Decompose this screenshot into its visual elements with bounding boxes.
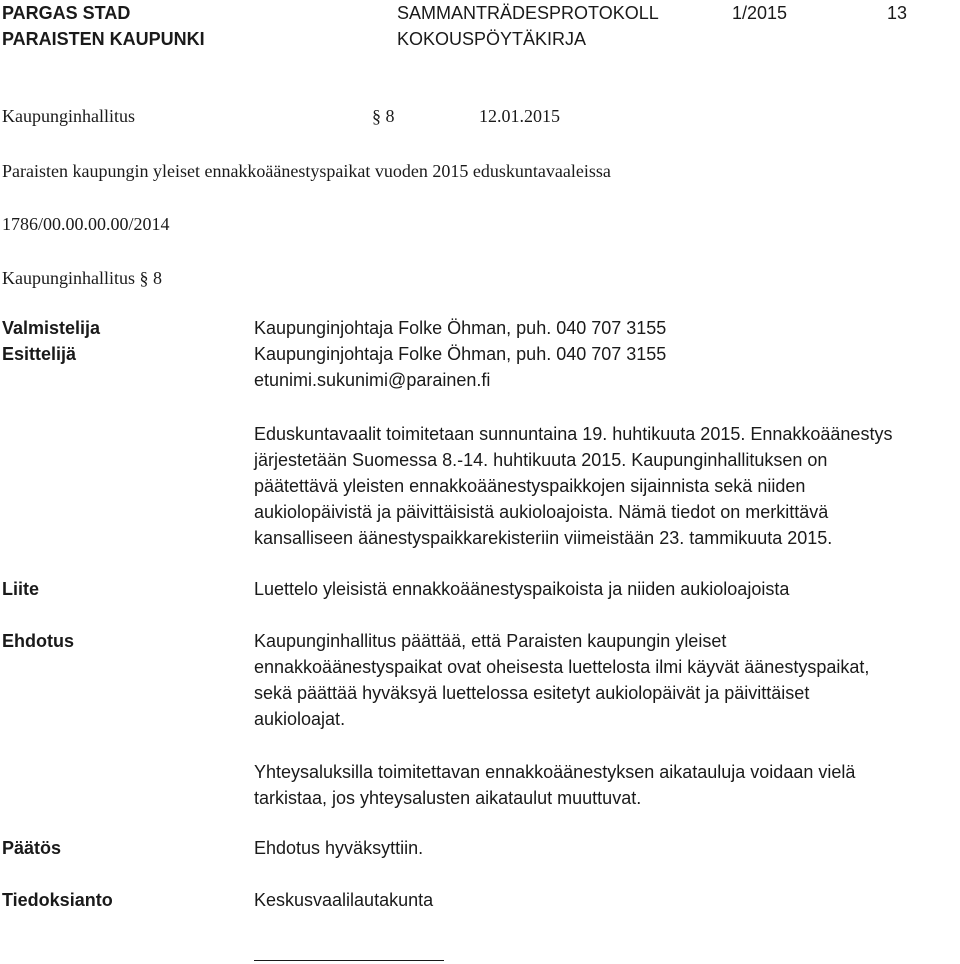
intro-line: järjestetään Suomessa 8.-14. huhtikuuta 2015. Kaupunginhallituksen on: [254, 450, 828, 470]
proposal-line: sekä päättää hyväksyä luettelossa esitetyt aukiolopäivät ja päivittäiset: [254, 683, 810, 703]
intro-line: aukiolopäivistä ja päivittäisistä aukioloajoista. Nämä tiedot on merkittävä: [254, 502, 829, 522]
proposal-line: ennakkoäänestyspaikat ovat oheisesta luettelosta ilmi käyvät äänestyspaikat,: [254, 657, 870, 677]
decision-label: Päätös: [2, 838, 62, 858]
proposal-label: Ehdotus: [2, 631, 74, 651]
attachment-label: Liite: [2, 579, 40, 599]
item-reference: 1786/00.00.00.00/2014: [2, 214, 170, 234]
notify-value: Keskusvaalilautakunta: [254, 890, 434, 910]
intro-line: kansalliseen äänestyspaikkarekisteriin viimeistään 23. tammikuuta 2015.: [254, 528, 833, 548]
item-section-ref: Kaupunginhallitus § 8: [2, 268, 162, 288]
attachment-value: Luettelo yleisistä ennakkoäänestyspaikoista ja niiden aukioloajoista: [254, 579, 790, 599]
presenter-email: etunimi.sukunimi@parainen.fi: [254, 370, 491, 390]
note-paragraph: [254, 759, 954, 811]
org-name-fi: PARAISTEN KAUPUNKI: [2, 29, 205, 49]
meeting-section: § 8: [372, 106, 395, 126]
signature-line: [254, 960, 444, 961]
proposal-paragraph: [254, 628, 954, 732]
issue-number: 1/2015: [732, 3, 788, 23]
item-title: Paraisten kaupungin yleiset ennakkoäänestyspaikat vuoden 2015 eduskuntavaaleissa: [2, 161, 611, 181]
meeting-date: 12.01.2015: [479, 106, 560, 126]
proposal-line: Kaupunginhallitus päättää, että Paraisten kaupungin yleiset: [254, 631, 727, 651]
doc-type-fi: KOKOUSPÖYTÄKIRJA: [397, 29, 587, 49]
proposal-line: aukioloajat.: [254, 709, 346, 729]
doc-type-sv: SAMMANTRÄDESPROTOKOLL: [397, 3, 659, 23]
intro-line: päätettävä yleisten ennakkoäänestyspaikkojen sijainnista sekä niiden: [254, 476, 806, 496]
decision-value: Ehdotus hyväksyttiin.: [254, 838, 424, 858]
preparer-value: Kaupunginjohtaja Folke Öhman, puh. 040 707 3155: [254, 318, 667, 338]
meeting-body: Kaupunginhallitus: [2, 106, 135, 126]
presenter-value: Kaupunginjohtaja Folke Öhman, puh. 040 707 3155: [254, 344, 667, 364]
page-number: 13: [887, 3, 908, 23]
intro-paragraph: [254, 421, 954, 551]
note-line: tarkistaa, jos yhteysalusten aikataulut muuttuvat.: [254, 788, 642, 808]
notify-label: Tiedoksianto: [2, 890, 113, 910]
preparer-label: Valmistelija: [2, 318, 101, 338]
note-line: Yhteysaluksilla toimitettavan ennakkoäänestyksen aikatauluja voidaan vielä: [254, 762, 856, 782]
org-name-sv: PARGAS STAD: [2, 3, 131, 23]
presenter-label: Esittelijä: [2, 344, 77, 364]
intro-line: Eduskuntavaalit toimitetaan sunnuntaina 19. huhtikuuta 2015. Ennakkoäänestys: [254, 424, 893, 444]
